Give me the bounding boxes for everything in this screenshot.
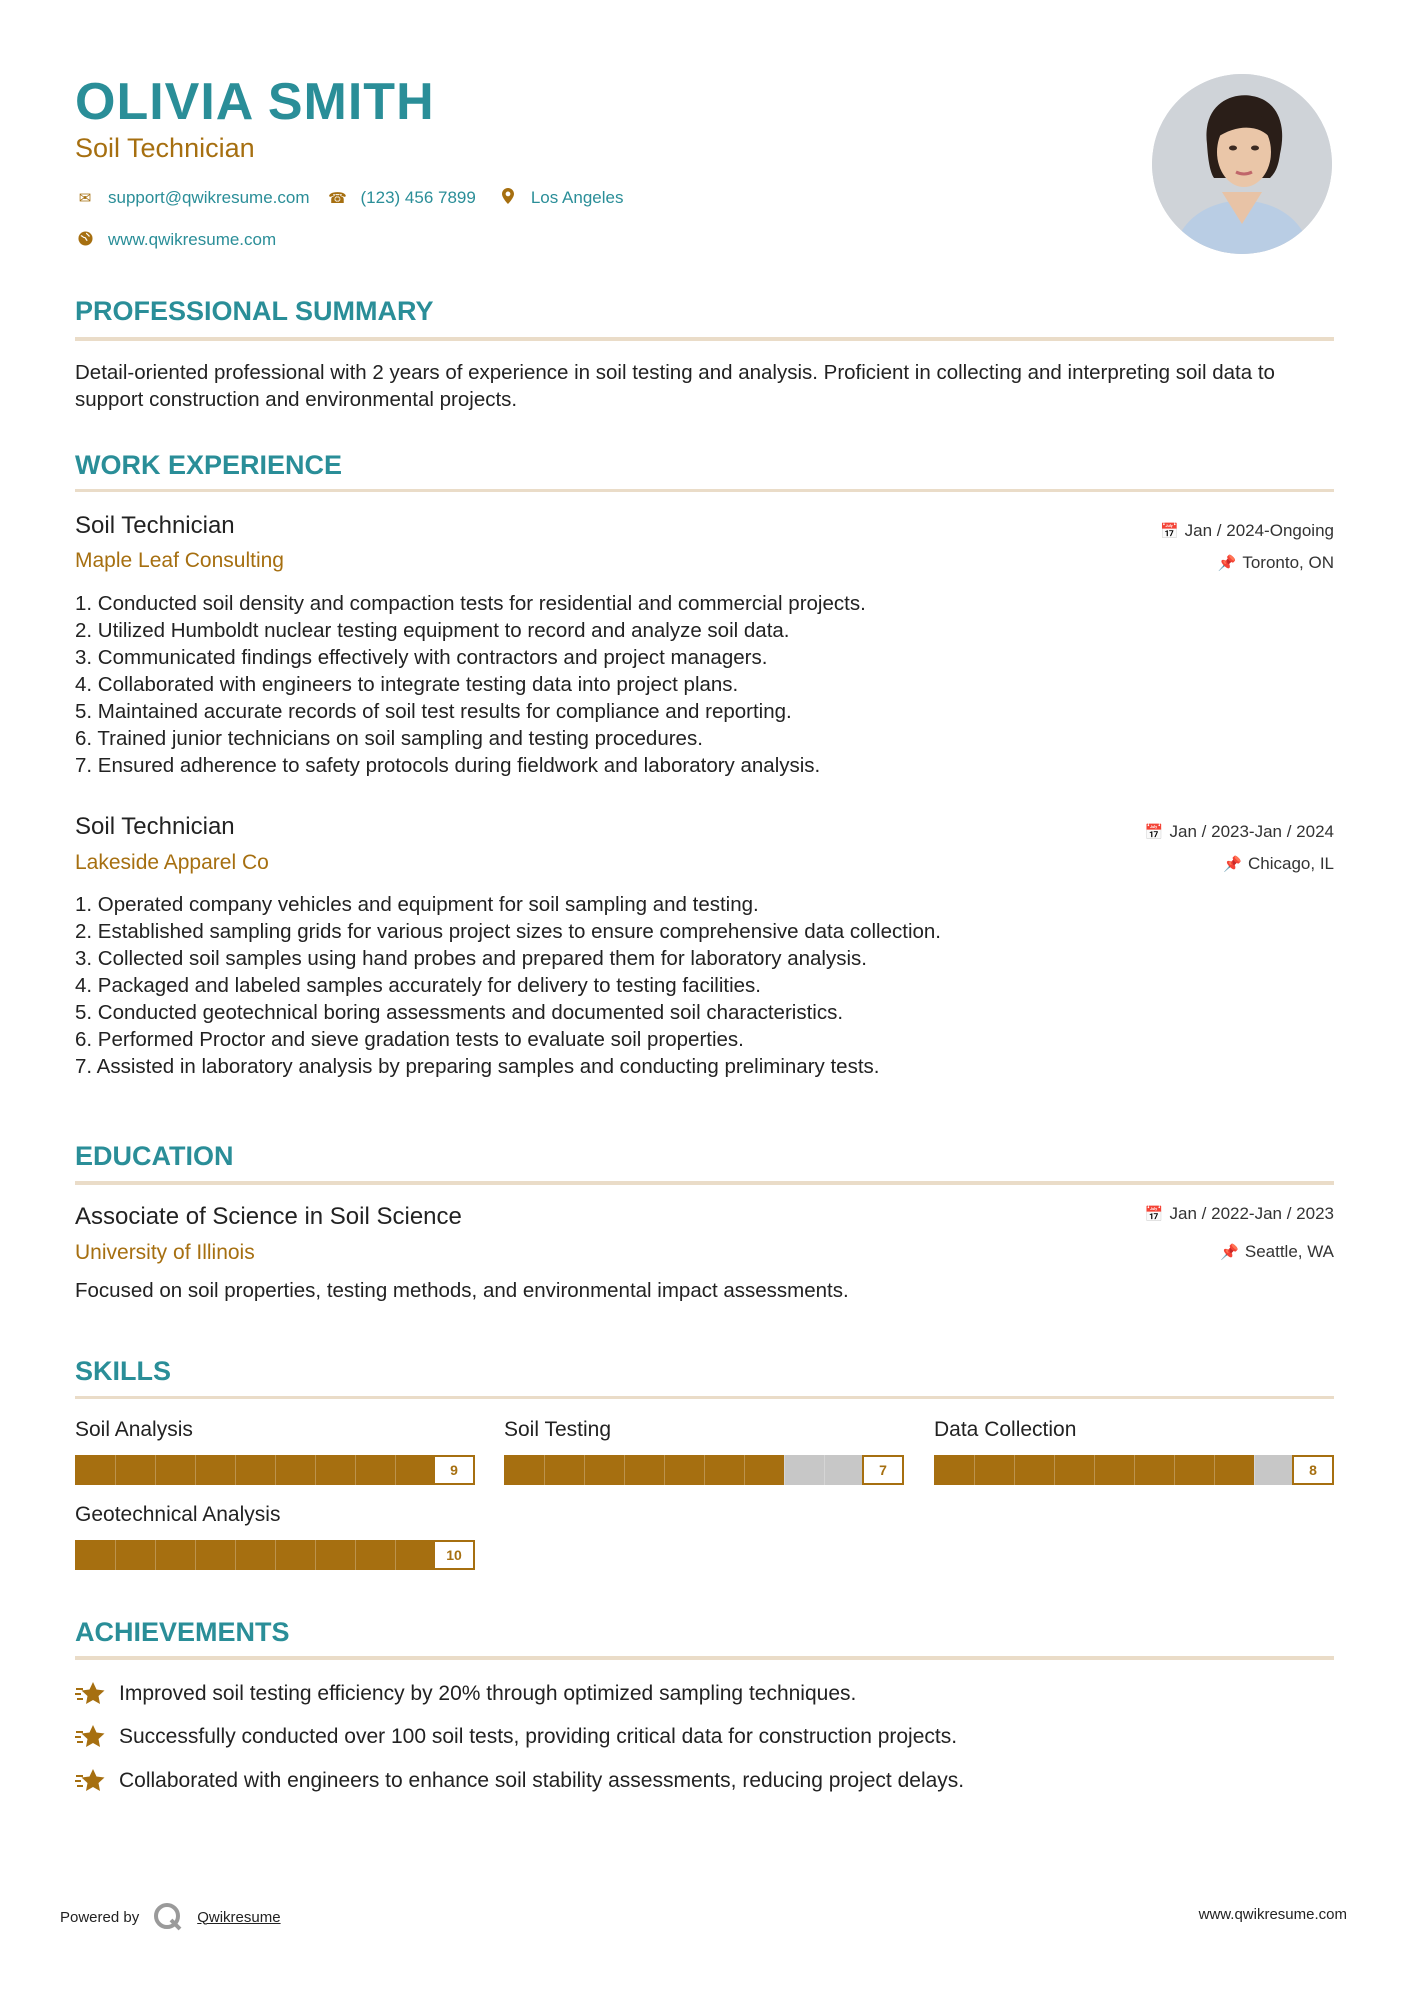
job-location-text: Toronto, ON	[1242, 553, 1334, 572]
skill-bar-segment	[395, 1455, 396, 1485]
skill-bar-segment	[235, 1455, 236, 1485]
pushpin-icon: 📌	[1220, 1244, 1239, 1261]
pushpin-icon: 📌	[1223, 856, 1242, 873]
job-date	[1145, 822, 1334, 842]
list-item: 7. Ensured adherence to safety protocols during fieldwork and laboratory analysis.	[75, 754, 821, 777]
skill-bar-segment	[355, 1540, 356, 1570]
list-item: 3. Communicated findings effectively with contractors and project managers.	[75, 646, 768, 669]
profile-photo	[1152, 74, 1332, 254]
experience-heading: WORK EXPERIENCE	[75, 450, 343, 480]
skill-bar-segment	[195, 1455, 196, 1485]
pushpin-icon: 📌	[1217, 555, 1237, 572]
calendar-icon: 📅	[1159, 523, 1179, 540]
skill-bar-segment	[824, 1455, 825, 1485]
skill-bar-segment	[784, 1455, 785, 1485]
job-date	[1160, 521, 1334, 541]
skill-bar-segment	[315, 1540, 316, 1570]
footer-powered-by	[60, 1902, 281, 1932]
skill-bar-segment	[155, 1455, 156, 1485]
summary-heading: PROFESSIONAL SUMMARY	[75, 296, 434, 326]
skill-bar-segment	[275, 1455, 276, 1485]
skill-bar	[504, 1455, 904, 1485]
education-date-text: Jan / 2022-Jan / 2023	[1169, 1204, 1334, 1223]
job-date-text: Jan / 2023-Jan / 2024	[1169, 822, 1334, 841]
list-item: 5. Conducted geotechnical boring assessments and documented soil characteristics.	[75, 1001, 844, 1024]
calendar-icon: 📅	[1144, 824, 1164, 841]
job-location-text: Chicago, IL	[1248, 854, 1334, 873]
job-location	[1218, 553, 1334, 573]
skill-level-badge: 10	[433, 1540, 475, 1570]
company-name: Lakeside Apparel Co	[75, 851, 269, 874]
map-pin-icon	[498, 188, 518, 208]
list-item: 1. Operated company vehicles and equipment for soil sampling and testing.	[75, 893, 759, 916]
globe-icon	[75, 231, 95, 250]
list-item: 5. Maintained accurate records of soil test results for compliance and reporting.	[75, 700, 792, 723]
star-award-icon	[75, 1680, 107, 1708]
contact-row-1	[75, 188, 641, 208]
achievements-divider	[75, 1656, 1334, 1660]
candidate-title: Soil Technician	[75, 133, 255, 163]
achievement-item	[75, 1680, 856, 1708]
skill-bar-segment	[744, 1455, 745, 1485]
skill-bar-segment	[315, 1455, 316, 1485]
skill-level-badge: 7	[862, 1455, 904, 1485]
skill-level-badge: 8	[1292, 1455, 1334, 1485]
skill-bar-segment	[1054, 1455, 1055, 1485]
job-title: Soil Technician	[75, 813, 235, 840]
list-item: 2. Utilized Humboldt nuclear testing equipment to record and analyze soil data.	[75, 619, 790, 642]
achievement-text: Successfully conducted over 100 soil tests, providing critical data for construction projects.	[119, 1725, 958, 1748]
skill-bar-segment	[974, 1455, 975, 1485]
skill-bar-segment	[395, 1540, 396, 1570]
candidate-name: OLIVIA SMITH	[75, 73, 435, 131]
education-location	[1220, 1242, 1334, 1262]
skill-bar-segment	[115, 1540, 116, 1570]
skill-bar-segment	[355, 1455, 356, 1485]
summary-text: Detail-oriented professional with 2 years of experience in soil testing and analysis. Proficient in collecting and interpreting soil data to support construction and environmental projects.	[75, 361, 1275, 411]
footer-url[interactable]: www.qwikresume.com	[1198, 1906, 1347, 1923]
degree-title: Associate of Science in Soil Science	[75, 1203, 462, 1230]
skill-bar-segment	[544, 1455, 545, 1485]
location-text: Los Angeles	[530, 188, 624, 207]
job-date-text: Jan / 2024-Ongoing	[1184, 521, 1334, 540]
skill-bar-segment	[155, 1540, 156, 1570]
list-item: 4. Packaged and labeled samples accurately for delivery to testing facilities.	[75, 974, 761, 997]
contact-row-2	[75, 230, 294, 250]
powered-by-text: Powered by	[60, 1908, 140, 1926]
skill-bar	[934, 1455, 1334, 1485]
achievement-text: Collaborated with engineers to enhance soil stability assessments, reducing project delays.	[119, 1769, 965, 1792]
skill-bar-segment	[275, 1540, 276, 1570]
qwikresume-link[interactable]: Qwikresume	[197, 1908, 281, 1926]
achievement-item	[75, 1767, 964, 1795]
list-item: 3. Collected soil samples using hand probes and prepared them for laboratory analysis.	[75, 947, 867, 970]
skill-bar-segment	[1254, 1455, 1255, 1485]
achievement-text: Improved soil testing efficiency by 20% through optimized sampling techniques.	[119, 1682, 857, 1705]
star-award-icon	[75, 1723, 107, 1751]
job-location	[1223, 854, 1334, 874]
job-responsibilities	[75, 590, 1315, 779]
company-name: Maple Leaf Consulting	[75, 549, 284, 572]
job-title: Soil Technician	[75, 512, 235, 539]
list-item: 4. Collaborated with engineers to integrate testing data into project plans.	[75, 673, 739, 696]
skill-bar-segment	[584, 1455, 585, 1485]
achievement-item	[75, 1723, 957, 1751]
school-name: University of Illinois	[75, 1241, 255, 1264]
achievements-heading: ACHIEVEMENTS	[75, 1617, 290, 1647]
list-item: 6. Performed Proctor and sieve gradation tests to evaluate soil properties.	[75, 1028, 744, 1051]
skills-divider	[75, 1396, 1334, 1399]
calendar-icon: 📅	[1144, 1206, 1164, 1223]
website-link[interactable]: www.qwikresume.com	[108, 230, 277, 249]
skill-bar	[75, 1540, 475, 1570]
skill-label: Soil Analysis	[75, 1418, 193, 1441]
education-divider	[75, 1181, 1334, 1185]
skill-bar-segment	[664, 1455, 665, 1485]
phone-text: (123) 456 7899	[360, 188, 476, 207]
skill-bar-segment	[1134, 1455, 1135, 1485]
star-award-icon	[75, 1767, 107, 1795]
skills-heading: SKILLS	[75, 1356, 172, 1386]
skill-bar-segment	[115, 1455, 116, 1485]
summary-divider	[75, 337, 1334, 341]
skill-bar-segment	[1174, 1455, 1175, 1485]
skill-level-badge: 9	[433, 1455, 475, 1485]
qwikresume-logo-icon	[153, 1902, 183, 1932]
list-item: 1. Conducted soil density and compaction tests for residential and commercial projects.	[75, 592, 866, 615]
skill-bar-segment	[1094, 1455, 1095, 1485]
skill-bar-segment	[235, 1540, 236, 1570]
skill-bar-segment	[624, 1455, 625, 1485]
skill-bar-fill	[75, 1455, 435, 1485]
list-item: 7. Assisted in laboratory analysis by preparing samples and conducting preliminary tests.	[75, 1055, 880, 1078]
phone-icon: ☎	[328, 190, 347, 207]
skill-bar	[75, 1455, 475, 1485]
skill-label: Data Collection	[934, 1418, 1077, 1441]
envelope-icon: ✉	[78, 190, 92, 207]
skill-bar-segment	[195, 1540, 196, 1570]
skill-bar-fill	[504, 1455, 784, 1485]
education-heading: EDUCATION	[75, 1141, 234, 1171]
skill-bar-segment	[1014, 1455, 1015, 1485]
skill-label: Soil Testing	[504, 1418, 612, 1441]
education-date	[1145, 1204, 1334, 1224]
email-link[interactable]: support@qwikresume.com	[108, 188, 310, 207]
list-item: 2. Established sampling grids for various project sizes to ensure comprehensive data collection.	[75, 920, 941, 943]
job-responsibilities	[75, 891, 1315, 1080]
education-location-text: Seattle, WA	[1244, 1242, 1334, 1261]
list-item: 6. Trained junior technicians on soil sampling and testing procedures.	[75, 727, 703, 750]
skill-bar-segment	[1214, 1455, 1215, 1485]
education-description: Focused on soil properties, testing methods, and environmental impact assessments.	[75, 1279, 849, 1302]
skill-bar-segment	[704, 1455, 705, 1485]
experience-divider	[75, 489, 1334, 492]
skill-label: Geotechnical Analysis	[75, 1503, 281, 1526]
